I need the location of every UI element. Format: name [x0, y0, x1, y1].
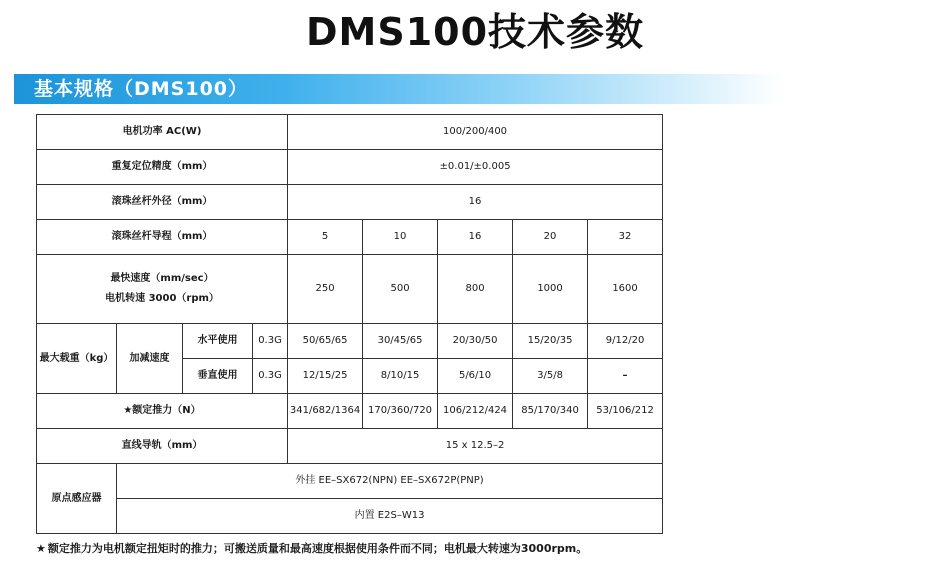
max-load-label: 最大载重（kg）	[37, 324, 117, 394]
footnote-text: 额定推力为电机额定扭矩时的推力；可搬送质量和最高速度根据使用条件而不同；电机最大转速为3000rpm。	[47, 542, 588, 555]
screw-diameter-value: 16	[288, 185, 663, 220]
rated-thrust-label: ★额定推力（N）	[37, 394, 288, 429]
rated-thrust-value: 170/360/720	[363, 394, 438, 429]
rated-thrust-value: 341/682/1364	[288, 394, 363, 429]
section-title: 基本规格（DMS100）	[34, 78, 249, 100]
rated-thrust-value: 85/170/340	[513, 394, 588, 429]
max-speed-label-line1: 最快速度（mm/sec）	[110, 273, 214, 284]
horizontal-load-value: 15/20/35	[513, 324, 588, 359]
rated-thrust-value: 53/106/212	[588, 394, 663, 429]
horizontal-load-value: 20/30/50	[438, 324, 513, 359]
vertical-load-value: 3/5/8	[513, 359, 588, 394]
table-row	[37, 499, 663, 534]
screw-lead-value: 32	[588, 220, 663, 255]
horizontal-load-value: 50/65/65	[288, 324, 363, 359]
table-row	[37, 255, 663, 324]
power-value: 100/200/400	[288, 115, 663, 150]
power-label: 电机功率 AC(W)	[37, 115, 288, 150]
table-row	[37, 220, 663, 255]
vertical-use-label: 垂直使用	[183, 359, 253, 394]
rated-thrust-value: 106/212/424	[438, 394, 513, 429]
horizontal-accel: 0.3G	[253, 324, 288, 359]
star-icon: ★	[36, 542, 46, 555]
vertical-load-value: –	[588, 359, 663, 394]
screw-diameter-label: 滚珠丝杆外径（mm）	[37, 185, 288, 220]
table-row	[37, 429, 663, 464]
page-title: DMS100技术参数	[305, 10, 645, 54]
max-speed-label-line2: 电机转速 3000（rpm）	[105, 293, 219, 304]
repeat-accuracy-value: ±0.01/±0.005	[288, 150, 663, 185]
vertical-load-value: 8/10/15	[363, 359, 438, 394]
table-row	[37, 185, 663, 220]
origin-sensor-external: 外挂 EE–SX672(NPN) EE–SX672P(PNP)	[117, 464, 663, 499]
origin-sensor-label: 原点感应器	[37, 464, 117, 534]
accel-label: 加减速度	[117, 324, 183, 394]
table-row	[37, 324, 663, 359]
origin-sensor-internal: 内置 E2S–W13	[117, 499, 663, 534]
vertical-load-value: 12/15/25	[288, 359, 363, 394]
screw-lead-value: 5	[288, 220, 363, 255]
table-row	[37, 115, 663, 150]
screw-lead-label: 滚珠丝杆导程（mm）	[37, 220, 288, 255]
repeat-accuracy-label: 重复定位精度（mm）	[37, 150, 288, 185]
linear-guide-value: 15 x 12.5–2	[288, 429, 663, 464]
max-speed-value: 250	[288, 255, 363, 324]
screw-lead-value: 20	[513, 220, 588, 255]
max-speed-value: 1600	[588, 255, 663, 324]
horizontal-load-value: 9/12/20	[588, 324, 663, 359]
table-row	[37, 394, 663, 429]
horizontal-load-value: 30/45/65	[363, 324, 438, 359]
vertical-accel: 0.3G	[253, 359, 288, 394]
max-speed-value: 1000	[513, 255, 588, 324]
horizontal-use-label: 水平使用	[183, 324, 253, 359]
max-speed-label	[37, 255, 288, 324]
screw-lead-value: 16	[438, 220, 513, 255]
max-speed-value: 500	[363, 255, 438, 324]
linear-guide-label: 直线导轨（mm）	[37, 429, 288, 464]
section-header-bar	[14, 74, 784, 104]
max-speed-value: 800	[438, 255, 513, 324]
table-row	[37, 464, 663, 499]
vertical-load-value: 5/6/10	[438, 359, 513, 394]
table-row	[37, 150, 663, 185]
screw-lead-value: 10	[363, 220, 438, 255]
spec-table	[36, 114, 663, 534]
footnote	[36, 540, 587, 556]
